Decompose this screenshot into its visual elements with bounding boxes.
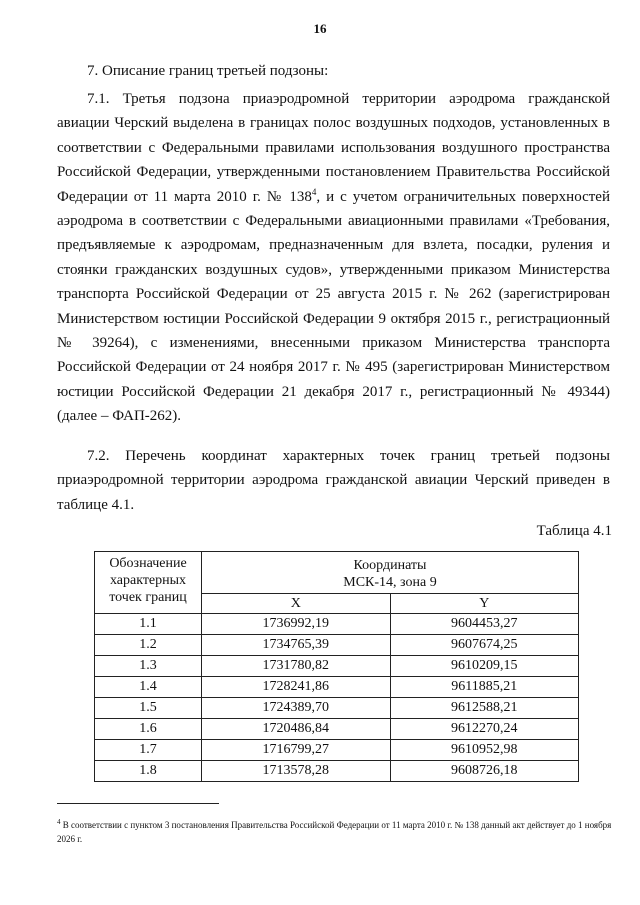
x-cell: 1713578,28 (202, 761, 391, 782)
page-number: 16 (313, 21, 327, 36)
x-cell: 1724389,70 (202, 698, 391, 719)
point-cell: 1.7 (95, 740, 202, 761)
footnote-mark: 4 (57, 818, 61, 826)
table-row (95, 635, 579, 656)
y-cell: 9608726,18 (390, 761, 579, 782)
x-cell: 1716799,27 (202, 740, 391, 761)
point-cell: 1.3 (95, 656, 202, 677)
point-cell: 1.2 (95, 635, 202, 656)
point-cell: 1.4 (95, 677, 202, 698)
header-coordinates (202, 552, 579, 594)
paragraph-7-1 (57, 87, 610, 429)
x-cell: 1720486,84 (202, 719, 391, 740)
table-row (95, 761, 579, 782)
x-cell: 1728241,86 (202, 677, 391, 698)
table-caption: Таблица 4.1 (536, 523, 612, 539)
footnote (57, 818, 617, 846)
header-designation (95, 552, 202, 614)
table-row (95, 719, 579, 740)
section-heading: 7. Описание границ третьей подзоны: (87, 63, 329, 79)
table-row (95, 740, 579, 761)
y-cell: 9604453,27 (390, 614, 579, 635)
point-cell: 1.5 (95, 698, 202, 719)
header-designation-line: характерных (109, 573, 187, 588)
header-x: X (202, 594, 391, 614)
paragraph-7-1-part1: 7.1. Третья подзона приаэродромной территории аэродрома гражданской авиации Черский выделена в границах полос воздушных подходов, установленных в соответствии с Федеральными правилами использования воздушного пространства Российской Федерации, утвержденными постановлением Правительства Российской Федерации от 11 марта 2010 г. № 138 (57, 91, 610, 205)
table-row (95, 614, 579, 635)
y-cell: 9612270,24 (390, 719, 579, 740)
coordinates-table (94, 551, 579, 782)
point-cell: 1.6 (95, 719, 202, 740)
header-designation-line: Обозначение (109, 556, 187, 571)
header-y: Y (390, 594, 579, 614)
table-row (95, 656, 579, 677)
x-cell: 1736992,19 (202, 614, 391, 635)
paragraph-7-2: 7.2. Перечень координат характерных точек границ третьей подзоны приаэродромной территории аэродрома гражданской авиации Черский приведен в таблице 4.1. (57, 448, 610, 513)
table-row (95, 698, 579, 719)
y-cell: 9612588,21 (390, 698, 579, 719)
header-coordinates-line: Координаты (353, 558, 427, 573)
footnote-reference: 4 (311, 186, 317, 197)
paragraph-7-1-part2: , и с учетом ограничительных поверхностей аэродрома в соответствии с Федеральными авиационными правилами «Требования, предъявляемые к аэродромам, предназначенным для взлета, посадки, руления и стоянки гражданских воздушных судов», утвержденными приказом Министерства транспорта Российской Федерации от 25 августа 2015 г. № 262 (зарегистрирован Министерством юстиции Российской Федерации 9 октября 2015 г., регистрационный № 39264), с изменениями, внесенными приказом Министерства транспорта Российской Федерации от 24 ноября 2017 г. № 495 (зарегистрирован Министерством юстиции Российской Федерации 21 декабря 2017 г., регистрационный № 49344) (далее – ФАП-262). (57, 188, 610, 425)
footnote-text: В соответствии с пунктом 3 постановления Правительства Российской Федерации от 11 марта 2010 г. № 138 данный акт действует до 1 ноября 2026 г. (57, 820, 612, 844)
y-cell: 9607674,25 (390, 635, 579, 656)
x-cell: 1731780,82 (202, 656, 391, 677)
y-cell: 9611885,21 (390, 677, 579, 698)
footnote-separator (57, 803, 219, 804)
x-cell: 1734765,39 (202, 635, 391, 656)
point-cell: 1.8 (95, 761, 202, 782)
point-cell: 1.1 (95, 614, 202, 635)
header-coordinates-line: МСК-14, зона 9 (343, 575, 437, 590)
header-designation-line: точек границ (109, 590, 187, 605)
y-cell: 9610209,15 (390, 656, 579, 677)
y-cell: 9610952,98 (390, 740, 579, 761)
table-row (95, 677, 579, 698)
